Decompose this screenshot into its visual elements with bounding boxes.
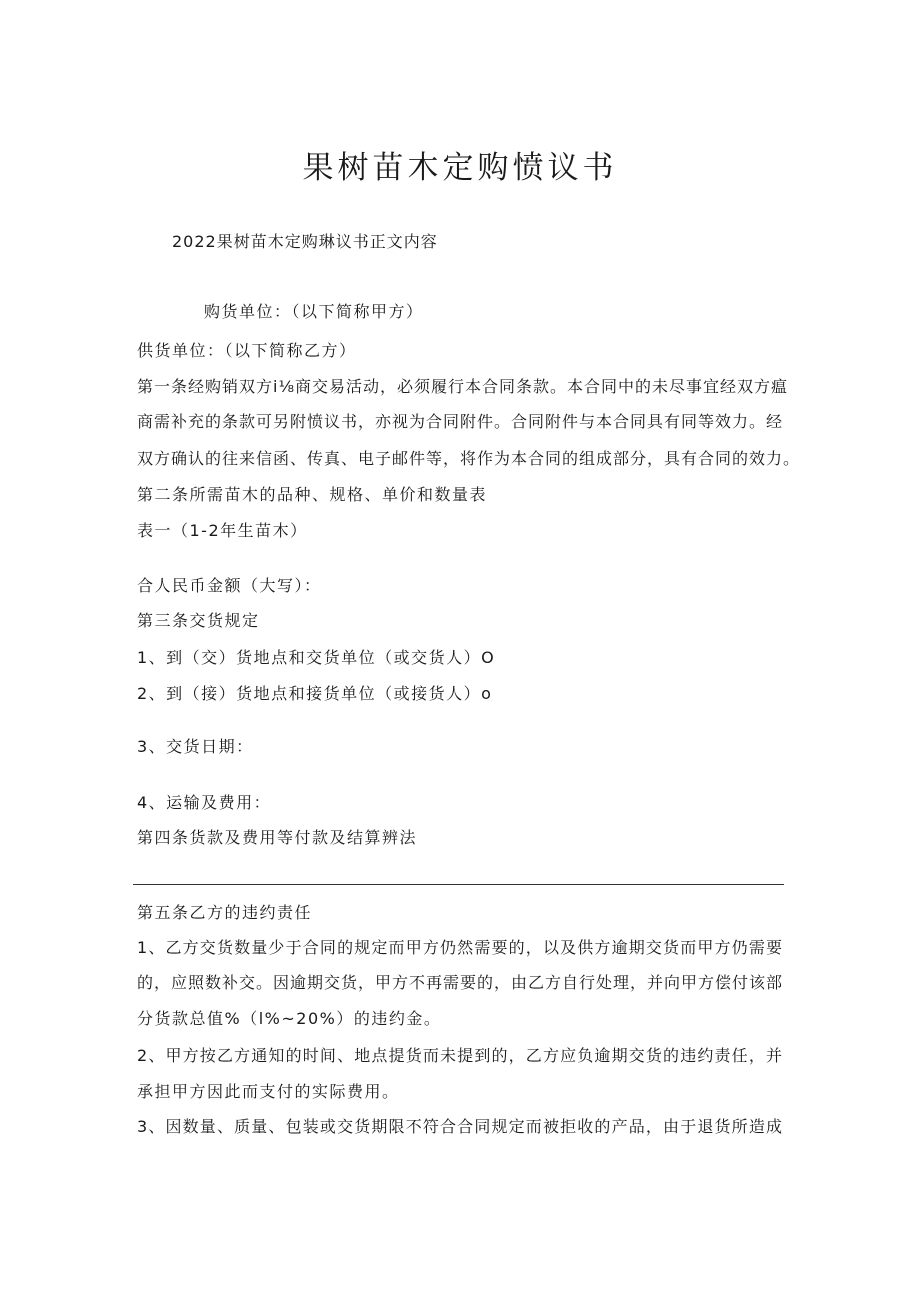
article5-item1-line-3: 分货款总值%（l%~20%）的违约金。 xyxy=(137,1009,442,1028)
delivery-item-2: 2、到（接）货地点和接货单位（或接货人）o xyxy=(137,684,493,703)
article5-item1-line-1: 1、乙方交货数量少于合同的规定而甲方仍然需要的，以及供方逾期交货而甲方仍需要 xyxy=(137,938,783,957)
article5-item2-line-2: 承担甲方因此而支付的实际费用。 xyxy=(137,1082,400,1101)
document-title: 果树苗木定购愤议书 xyxy=(302,150,618,186)
article5-heading: 第五条乙方的违约责任 xyxy=(137,903,313,922)
article3-heading: 第三条交货规定 xyxy=(137,611,260,630)
article5-item2-line-1: 2、甲方按乙方通知的时间、地点提货而未提到的，乙方应负逾期交货的违约责任，并 xyxy=(137,1046,783,1065)
delivery-item-1: 1、到（交）货地点和交货单位（或交货人）O xyxy=(137,648,496,667)
total-amount-line: 合人民币金额（大写）： xyxy=(137,576,322,595)
buyer-line: 购货单位：（以下简称甲方） xyxy=(204,302,424,321)
delivery-item-4: 4、运输及费用： xyxy=(137,793,272,812)
article1-line-2: 商需补充的条款可另附愤议书，亦视为合同附件。合同附件与本合同具有同等效力。经 xyxy=(137,412,784,431)
supplier-line: 供货单位：（以下简称乙方） xyxy=(137,341,357,360)
delivery-item-3: 3、交货日期： xyxy=(137,737,254,756)
article1-line-1: 第一条经购销双方i⅛商交易活动，必须履行本合同条款。本合同中的未尽事宜经双方瘟 xyxy=(137,377,788,396)
article5-item1-line-2: 的，应照数补交。因逾期交货，甲方不再需要的，由乙方自行处理，并向甲方偿付该部 xyxy=(137,973,784,992)
article4-heading: 第四条货款及费用等付款及结算辨法 xyxy=(137,828,418,847)
article2-heading: 第二条所需苗木的品种、规格、单价和数量表 xyxy=(137,485,488,504)
article1-line-3: 双方确认的往来信函、传真、电子邮件等，将作为本合同的组成部分，具有合同的效力。 xyxy=(137,449,801,468)
article5-item3-line-1: 3、因数量、质量、包装或交货期限不符合合同规定而被拒收的产品，由于退货所造成 xyxy=(137,1117,783,1136)
table1-caption: 表一（1-2年生苗木） xyxy=(137,521,308,540)
document-subtitle: 2022果树苗木定购琳议书正文内容 xyxy=(172,232,438,251)
divider xyxy=(133,884,784,885)
